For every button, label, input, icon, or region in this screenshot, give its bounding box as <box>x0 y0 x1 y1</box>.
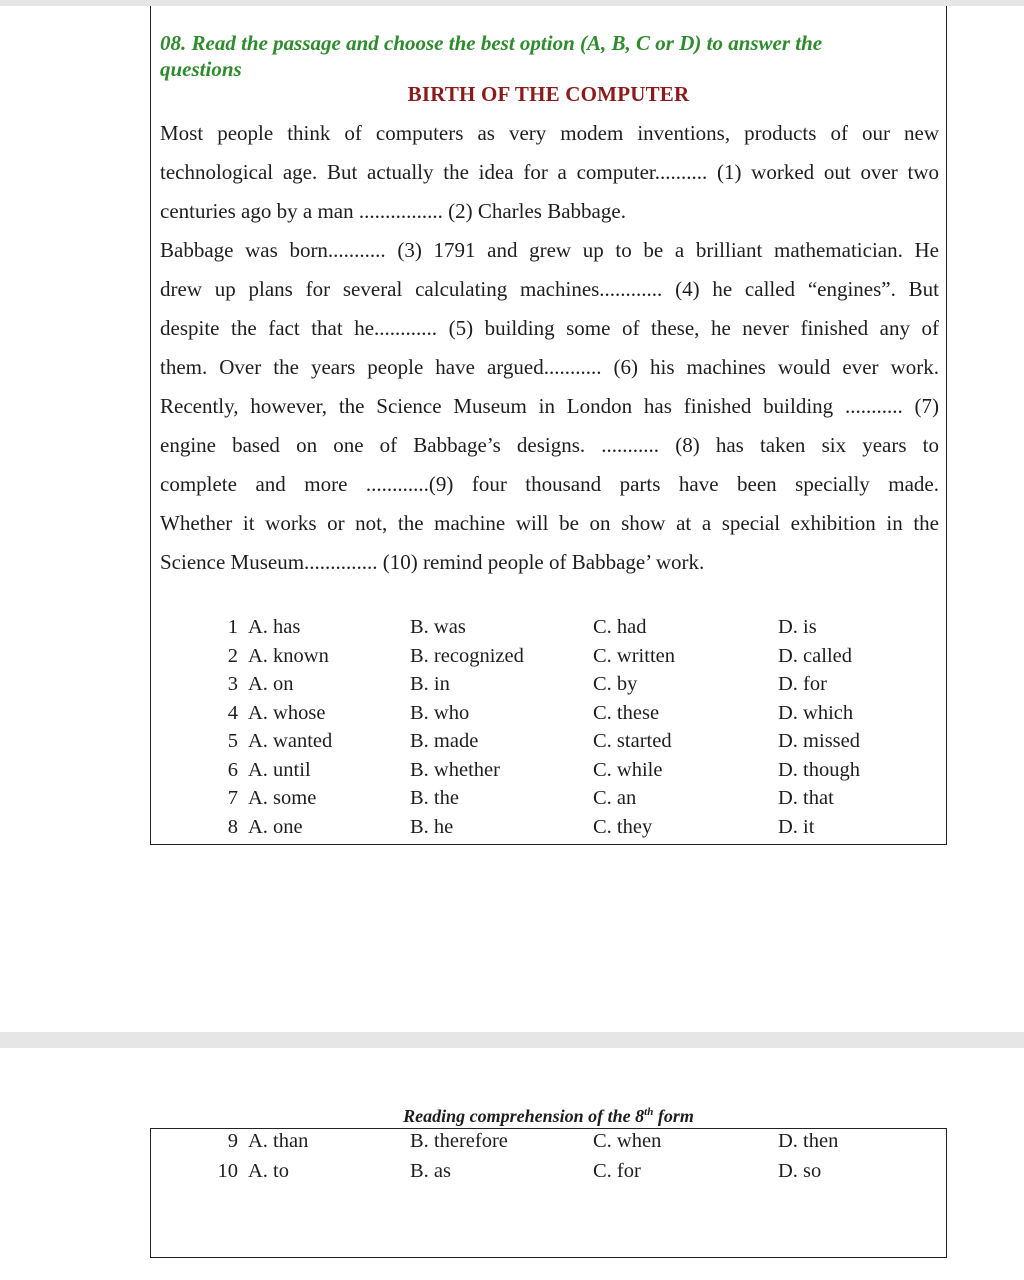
option-b: B. in <box>410 673 450 695</box>
question-number: 5 <box>227 730 238 752</box>
option-c: C. when <box>593 1130 662 1152</box>
passage-line: them. Over the years people have argued........... (6) his machines would ever work. <box>160 355 939 379</box>
option-a: A. wanted <box>248 730 333 752</box>
option-a: A. to <box>248 1160 289 1182</box>
question-number: 6 <box>227 758 238 781</box>
passage-line: Most people think of computers as very modem inventions, products of our new <box>160 121 939 145</box>
page-footer-title <box>150 1106 947 1127</box>
option-b: B. the <box>410 787 459 809</box>
passage-line: Recently, however, the Science Museum in London has finished building ........... (7) <box>160 394 939 418</box>
option-d: D. is <box>778 616 817 638</box>
passage-line: drew up plans for several calculating machines............ (4) he called “engines”. But <box>160 277 939 301</box>
option-a: A. known <box>248 644 329 667</box>
passage-line: complete and more ............(9) four thousand parts have been specially made. <box>160 472 939 496</box>
question-number: 2 <box>227 644 238 667</box>
option-a: A. one <box>248 815 303 838</box>
question-number: 7 <box>227 787 238 809</box>
instruction-line-2: questions <box>160 57 242 81</box>
question-number: 3 <box>227 673 238 695</box>
question-number: 1 <box>227 616 238 638</box>
page-separator <box>0 1032 1024 1048</box>
option-c: C. these <box>593 701 660 724</box>
option-d: D. which <box>778 701 854 724</box>
question-number: 8 <box>227 815 238 838</box>
option-b: B. recognized <box>410 644 524 667</box>
footer-title-sup: th <box>644 1106 654 1118</box>
option-d: D. then <box>778 1130 839 1152</box>
option-c: C. while <box>593 758 663 781</box>
option-a: A. whose <box>248 701 326 724</box>
instruction <box>160 30 920 82</box>
option-c: C. by <box>593 673 638 695</box>
passage-line: Whether it works or not, the machine will be on show at a special exhibition in the <box>160 511 939 535</box>
option-b: B. who <box>410 701 470 724</box>
passage-line: despite the fact that he............ (5) building some of these, he never finished any of <box>160 316 939 340</box>
passage-line: Babbage was born........... (3) 1791 and grew up to be a brilliant mathematician. He <box>160 238 939 262</box>
option-d: D. that <box>778 787 834 809</box>
option-d: D. called <box>778 644 852 667</box>
option-c: C. started <box>593 730 672 752</box>
footer-title-suffix: form <box>653 1106 694 1126</box>
option-c: C. had <box>593 616 647 638</box>
option-a: A. until <box>248 758 311 781</box>
option-a: A. on <box>248 673 294 695</box>
option-c: C. written <box>593 644 675 667</box>
option-b: B. made <box>410 730 479 752</box>
option-b: B. whether <box>410 758 500 781</box>
option-a: A. has <box>248 616 301 638</box>
footer-title-main: Reading comprehension of the 8 <box>403 1106 645 1126</box>
option-d: D. so <box>778 1160 822 1182</box>
option-c: C. an <box>593 787 637 809</box>
option-b: B. as <box>410 1160 451 1182</box>
option-b: B. was <box>410 616 466 638</box>
option-a: A. some <box>248 787 317 809</box>
passage-line: centuries ago by a man ................ (2) Charles Babbage. <box>160 199 626 223</box>
passage-line: technological age. But actually the idea for a computer.......... (1) worked out over two <box>160 160 939 184</box>
option-a: A. than <box>248 1130 309 1152</box>
option-d: D. for <box>778 673 827 695</box>
question-number: 4 <box>227 701 238 724</box>
question-number: 9 <box>227 1130 238 1152</box>
option-d: D. though <box>778 758 860 781</box>
question-number: 10 <box>217 1160 238 1182</box>
option-c: C. for <box>593 1160 641 1182</box>
option-c: C. they <box>593 815 653 838</box>
option-b: B. he <box>410 815 454 838</box>
instruction-line-1: 08. Read the passage and choose the best option (A, B, C or D) to answer the <box>160 31 823 55</box>
option-d: D. it <box>778 815 815 838</box>
option-b: B. therefore <box>410 1130 508 1152</box>
passage-line: engine based on one of Babbage’s designs. ........... (8) has taken six years to <box>160 433 939 457</box>
option-d: D. missed <box>778 730 860 752</box>
passage-title: BIRTH OF THE COMPUTER <box>407 82 690 106</box>
passage-line: Science Museum.............. (10) remind people of Babbage’ work. <box>160 550 705 574</box>
